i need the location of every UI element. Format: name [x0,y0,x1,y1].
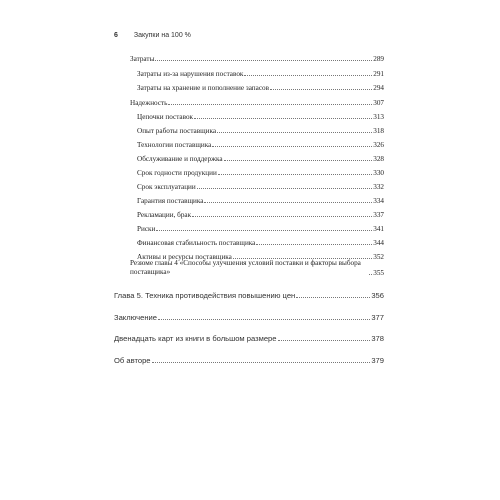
toc-entry[interactable] [137,169,384,177]
dot-leader [152,362,371,363]
toc-entry[interactable] [130,99,384,107]
toc-entry-page: 341 [373,225,384,233]
toc-entry-page: 334 [373,197,384,205]
dot-leader [192,216,372,217]
toc-entry-title: Надежность [130,99,168,107]
dot-leader [197,188,372,189]
dot-leader [278,340,371,341]
toc-entry-page: 291 [373,70,384,78]
toc-entry[interactable] [137,70,384,78]
toc-entry[interactable] [137,141,384,149]
toc-entry-title: Глава 5. Техника противодействия повышению цен [114,291,296,300]
dot-leader [156,230,372,231]
toc-chapter-entry[interactable] [114,356,384,365]
toc-entry-page: 328 [373,155,384,163]
toc-entry-page: 356 [371,291,384,300]
dot-leader [204,202,372,203]
toc-entry[interactable] [137,225,384,233]
toc-entry-page: 332 [373,183,384,191]
toc-entry[interactable] [137,183,384,191]
dot-leader [168,104,372,105]
toc-entry-page: 330 [373,169,384,177]
dot-leader [244,75,372,76]
toc-entry-title: Обслуживание и поддержка [137,155,223,163]
toc-entry-page: 377 [371,313,384,322]
dot-leader [224,160,373,161]
toc-entry[interactable] [137,127,384,135]
toc-entry[interactable] [130,55,384,63]
toc-chapter-entry[interactable] [114,334,384,343]
toc-entry[interactable] [137,197,384,205]
toc-entry-title: Опыт работы поставщика [137,127,217,135]
toc-entry[interactable] [137,155,384,163]
header-page-number: 6 [114,32,118,39]
toc-entry-title: Технологии поставщика [137,141,212,149]
toc-entry-title: Затраты из-за нарушения поставок [137,70,244,78]
toc-entry-page: 344 [373,239,384,247]
toc-entry[interactable] [137,211,384,219]
toc-entry-summary[interactable] [130,259,384,277]
toc-entry-title: Срок эксплуатации [137,183,196,191]
dot-leader [369,274,372,275]
toc-entry[interactable] [137,84,384,92]
toc-entry-title: Рекламации, брак [137,211,192,219]
toc-chapter-entry[interactable] [114,313,384,322]
dot-leader [218,174,372,175]
header-book-title: Закупки на 100 % [133,32,191,39]
toc-entry-title: Гарантия поставщика [137,197,204,205]
toc-entry[interactable] [137,239,384,247]
toc-entry-title: Об авторе [114,356,151,365]
toc-entry-title: Срок годности продукции [137,169,217,177]
toc-entry-title: Заключение [114,313,158,322]
toc-entry-title: Риски [137,225,156,233]
toc-entry-page: 307 [373,99,384,107]
toc-entry[interactable] [137,113,384,121]
toc-entry-page: 352 [373,253,384,261]
dot-leader [212,146,372,147]
dot-leader [217,132,372,133]
toc-entry-page: 313 [373,113,384,121]
dot-leader [194,118,372,119]
toc-entry-page: 337 [373,211,384,219]
toc-entry-title: Цепочки поставок [137,113,194,121]
toc-chapter-entry[interactable] [114,291,384,300]
dot-leader [158,319,370,320]
toc-entry-page: 378 [371,334,384,343]
dot-leader [155,60,372,61]
dot-leader [296,297,370,298]
toc-entry-title: Затраты на хранение и пополнение запасов [137,84,270,92]
toc-entry-title: Активы и ресурсы поставщика [137,253,232,261]
toc-entry-title: Резюме главы 4 «Способы улучшения условий поставки и факторы выбора поставщика» [130,259,361,276]
toc-entry-page: 355 [373,269,384,277]
toc-entry-page: 318 [373,127,384,135]
toc-entry-page: 326 [373,141,384,149]
toc-entry-page: 289 [373,55,384,63]
toc-entry-page: 379 [371,356,384,365]
toc-entry-title: Затраты [130,55,155,63]
dot-leader [270,89,372,90]
toc-entry-title: Финансовая стабильность поставщика [137,239,256,247]
toc-entry-page: 294 [373,84,384,92]
dot-leader [256,244,372,245]
toc-entry-title: Двенадцать карт из книги в большом размере [114,334,277,343]
